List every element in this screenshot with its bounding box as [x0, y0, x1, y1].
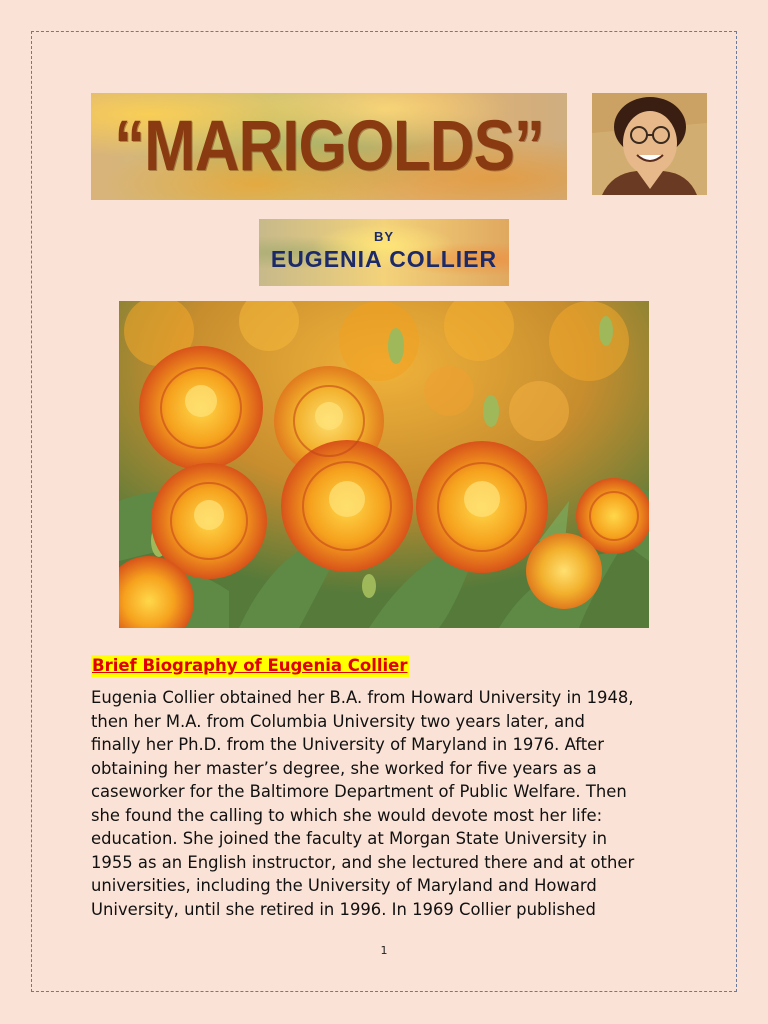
byline-banner	[259, 219, 509, 286]
biography-line: University, until she retired in 1996. In 1969 Collier published	[91, 899, 596, 919]
marigold-photo	[119, 301, 649, 628]
author-portrait	[592, 93, 707, 195]
author-name: EUGENIA COLLIER	[270, 246, 498, 272]
biography-line: finally her Ph.D. from the University of Maryland in 1976. After	[91, 735, 604, 754]
biography-line: obtaining her master’s degree, she worked for five years as a	[91, 758, 597, 778]
biography-line: Eugenia Collier obtained her B.A. from Howard University in 1948,	[91, 688, 634, 707]
biography-heading: Brief Biography of Eugenia Collier	[92, 656, 408, 675]
page-title: “MARIGOLDS”	[114, 106, 544, 187]
title-banner	[91, 93, 567, 200]
biography-line: universities, including the University of Maryland and Howard	[91, 876, 597, 895]
biography-line: 1955 as an English instructor, and she lectured there and at other	[91, 852, 635, 872]
biography-line: she found the calling to which she would devote most her life:	[91, 805, 603, 825]
biography-line: caseworker for the Baltimore Department of Public Welfare. Then	[91, 782, 627, 801]
byline-by: BY	[373, 229, 395, 244]
biography-text	[91, 686, 691, 921]
page-number: 1	[380, 944, 388, 957]
biography-line: then her M.A. from Columbia University two years later, and	[91, 711, 585, 731]
biography-line: education. She joined the faculty at Morgan State University in	[91, 829, 608, 848]
